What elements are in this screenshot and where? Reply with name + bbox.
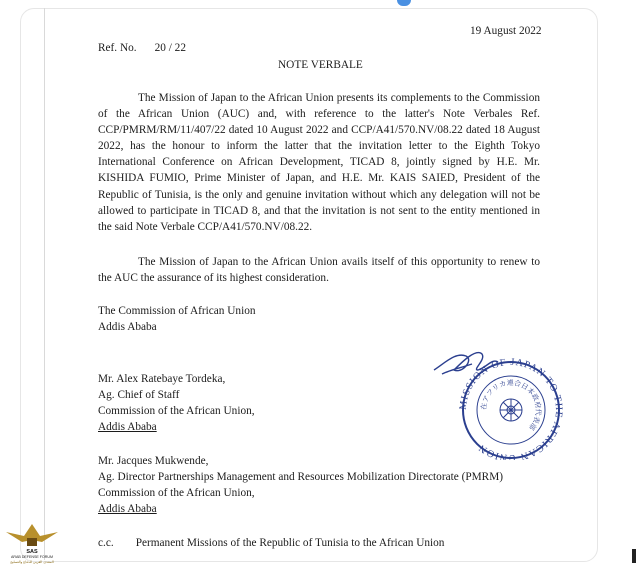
- recipient-block-1: [98, 303, 256, 335]
- seal-inner-text: 在アフリカ連合日本政府代表部: [479, 378, 543, 432]
- recipient-city: Addis Ababa: [98, 503, 157, 515]
- arab-defense-forum-logo: [2, 520, 62, 565]
- notification-dot: [397, 0, 411, 6]
- scrollbar-thumb[interactable]: [632, 549, 636, 563]
- recipient-name: Mr. Jacques Mukwende,: [98, 455, 209, 467]
- official-seal-stamp: [432, 340, 572, 460]
- recipient-name: Mr. Alex Ratebaye Tordeka,: [98, 373, 226, 385]
- recipient-city: Addis Ababa: [98, 321, 157, 333]
- carbon-copy-line: [98, 535, 444, 551]
- cc-label: c.c.: [98, 537, 114, 549]
- reference-number: [98, 40, 186, 56]
- recipient-line: The Commission of African Union: [98, 305, 256, 317]
- recipient-role: Ag. Chief of Staff: [98, 389, 180, 401]
- logo-text-forum: ARAB DEFENSE FORUM: [11, 555, 53, 559]
- seal-outer-text: MISSION OF JAPAN TO THE AFRICAN UNION: [457, 356, 565, 460]
- recipient-block-3: [98, 453, 503, 517]
- recipient-org: Commission of the African Union,: [98, 405, 255, 417]
- recipient-block-2: [98, 371, 255, 435]
- document-title: NOTE VERBALE: [278, 59, 363, 71]
- reference-value: 20 / 22: [154, 42, 186, 54]
- logo-text-sas: SAS: [26, 549, 38, 555]
- logo-text-arabic: المنتدى العربي للدفاع والتسليح: [10, 560, 54, 564]
- recipient-role: Ag. Director Partnerships Management and Resources Mobilization Directorate (PMRM): [98, 471, 504, 483]
- reference-label: Ref. No.: [98, 42, 137, 54]
- recipient-city: Addis Ababa: [98, 421, 157, 433]
- cc-text: Permanent Missions of the Republic of Tunisia to the African Union: [135, 537, 445, 549]
- letter-date: 19 August 2022: [470, 25, 542, 37]
- body-paragraph-1: The Mission of Japan to the African Union presents its complements to the Commission of the African Union (AUC) and, with reference to the latter's Note Verbales Ref. CCP/PMRM/RM/11/407/22 dated 10 August 2022 and CCP/A41/570.NV/08.22 dated 18 August 2022, has the honour to inform the latter that the invitation letter to the Eighth Tokyo International Conference on African Development, TICAD 8, jointly signed by H.E. Mr. KISHIDA FUMIO, Prime Minister of Japan, and H.E. Mr. KAIS SAIED, President of the Republic of Tunisia, is the only and genuine invitation without which any delegation will not be allowed to participate in TICAD 8, and that the invitation is not sent to the entity mentioned in the said Note Verbale CCP/A41/570.NV/08.22.: [98, 92, 540, 233]
- page-edge-line: [44, 8, 45, 560]
- recipient-org: Commission of the African Union,: [98, 487, 255, 499]
- chrysanthemum-emblem: [500, 399, 522, 421]
- body-paragraph-2: The Mission of Japan to the African Union avails itself of this opportunity to renew to the AUC the assurance of its highest consideration.: [98, 256, 540, 285]
